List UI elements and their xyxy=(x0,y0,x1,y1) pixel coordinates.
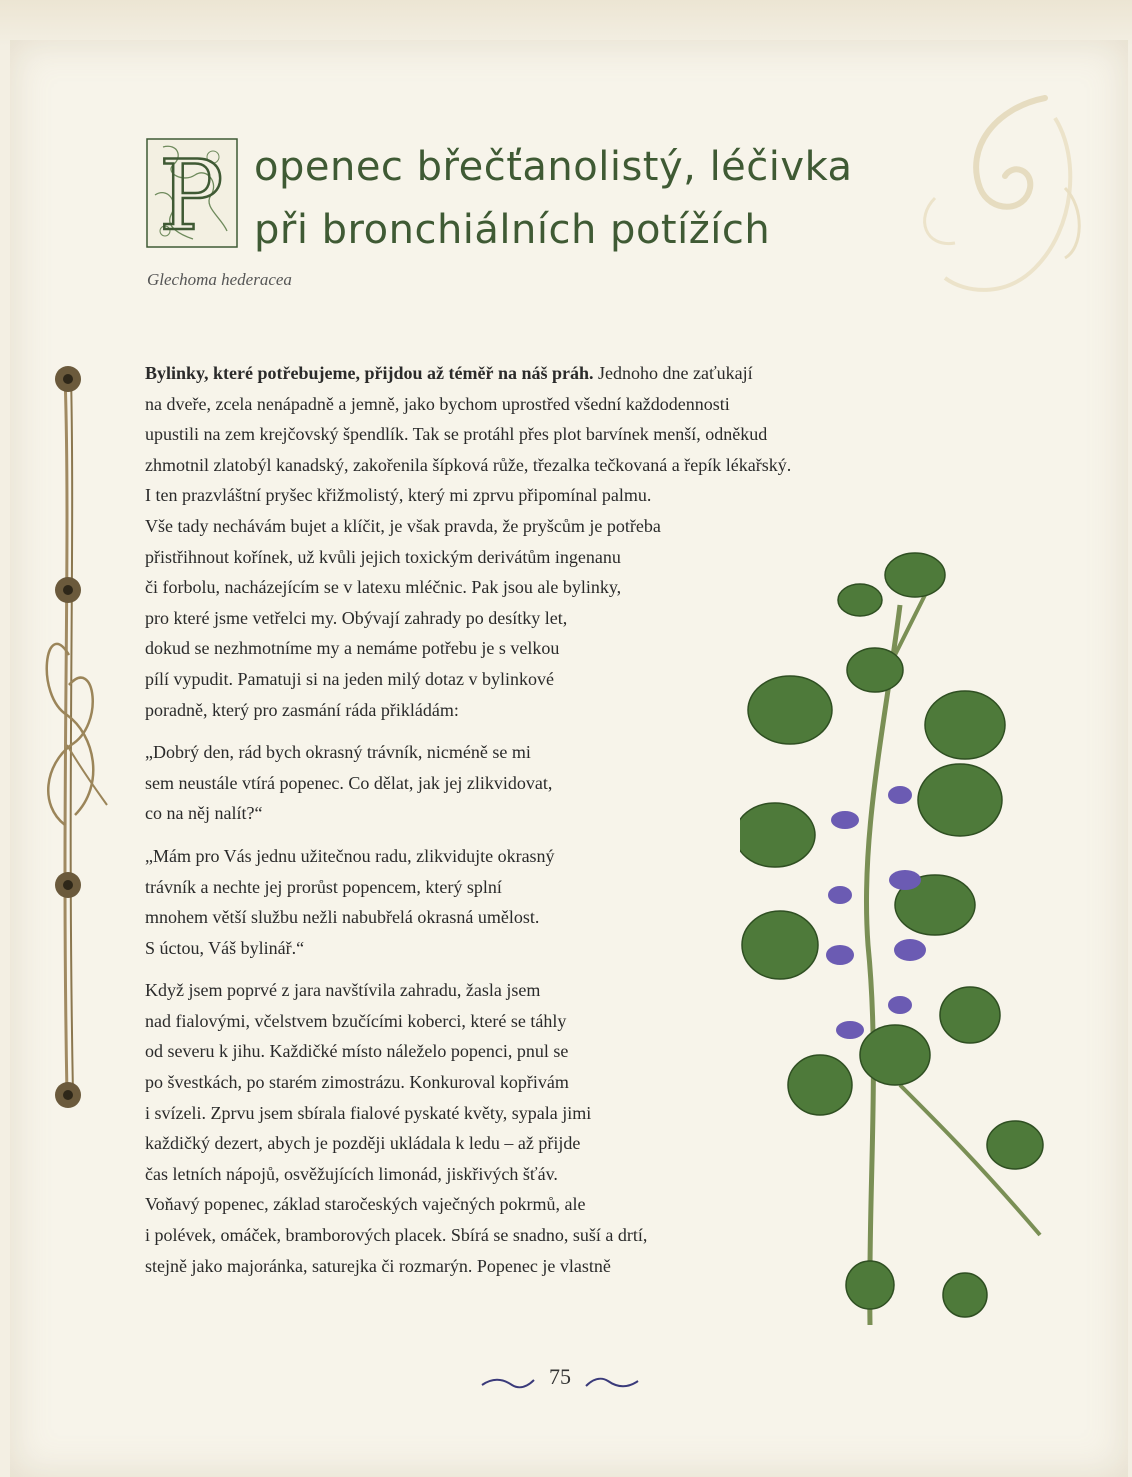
ornamental-drop-cap-p-icon xyxy=(143,135,241,253)
title-line-2: při bronchiálních potížích xyxy=(254,207,771,253)
text-line: poradně, který pro zasmání ráda přikládám: xyxy=(145,699,459,720)
text-line: stejně jako majoránka, saturejka či rozmarýn. Popenec je vlastně xyxy=(145,1255,611,1276)
left-swash-icon xyxy=(480,1376,536,1390)
text-line: S úctou, Váš bylinář.“ xyxy=(145,937,305,958)
text-line: Když jsem poprvé z jara navštívila zahradu, žasla jsem xyxy=(145,980,541,1001)
right-swash-icon xyxy=(584,1376,640,1390)
ground-ivy-illustration xyxy=(740,545,1080,1365)
text-line: pílí vypudit. Pamatuji si na jeden milý dotaz v bylinkové xyxy=(145,668,554,689)
text-line: přistřihnout kořínek, už kvůli jejich toxickým derivátům ingenanu xyxy=(145,546,621,567)
metal-eyelet-icon xyxy=(55,872,81,898)
text-line: pro které jsme vetřelci my. Obývají zahrady po desítky let, xyxy=(145,607,568,628)
metal-eyelet-icon xyxy=(55,366,81,392)
metal-eyelet-icon xyxy=(55,577,81,603)
page-number xyxy=(480,1362,640,1398)
text-line: čas letních nápojů, osvěžujících limonád, jiskřivých šťáv. xyxy=(145,1163,558,1184)
text-line: nad fialovými, včelstvem bzučícími koberci, které se táhly xyxy=(145,1010,567,1031)
title-line-1: openec břečťanolistý, léčivka xyxy=(254,144,853,190)
text-line: mnohem větší službu nežli nabubřelá okrasná umělost. xyxy=(145,907,540,928)
latin-name: Glechoma hederacea xyxy=(147,270,292,289)
text-line xyxy=(145,358,955,389)
metal-eyelet-icon xyxy=(55,1082,81,1108)
text-line: i svízeli. Zprvu jsem sbírala fialové pyskaté květy, sypala jimi xyxy=(145,1102,592,1123)
text-line: I ten prazvláštní pryšec křižmolistý, který mi zprvu připomínal palmu. xyxy=(145,485,652,506)
text-line: Vše tady nechávám bujet a klíčit, je však pravda, že pryšcům je potřeba xyxy=(145,515,661,536)
twine-binding-decoration xyxy=(35,355,115,1125)
text-line: Voňavý popenec, základ staročeských vaječných pokrmů, ale xyxy=(145,1194,586,1215)
text-line: sem neustále vtírá popenec. Co dělat, jak jej zlikvidovat, xyxy=(145,772,553,793)
text-line: trávník a nechte jej prorůst popencem, který splní xyxy=(145,876,502,897)
drop-cap-letter: P xyxy=(159,140,224,252)
text-line: na dveře, zcela nenápadně a jemně, jako bychom uprostřed všední každodennosti xyxy=(145,393,730,414)
text-line: „Dobrý den, rád bych okrasný trávník, nicméně se mi xyxy=(145,742,531,763)
bold-lead-sentence: Bylinky, které potřebujeme, přijdou až téměř na náš práh. xyxy=(145,363,594,383)
text-line: či forbolu, nacházejícím se v latexu mléčnic. Pak jsou ale bylinky, xyxy=(145,577,622,598)
text-line: od severu k jihu. Každičké místo náleželo popenci, pnul se xyxy=(145,1041,569,1062)
text-line: dokud se nezhmotníme my a nemáme potřebu je s velkou xyxy=(145,638,560,659)
text-line: i polévek, omáček, bramborových placek. Sbírá se snadno, suší a drtí, xyxy=(145,1225,648,1246)
decorative-swirl-ornament xyxy=(905,78,1095,328)
text-line: co na něj nalít?“ xyxy=(145,803,263,824)
text-line: upustili na zem krejčovský špendlík. Tak se protáhl přes plot barvínek menší, odněkud xyxy=(145,424,768,445)
text-line: „Mám pro Vás jednu užitečnou radu, zlikvidujte okrasný xyxy=(145,845,555,866)
text-line: po švestkách, po starém zimostrázu. Konkuroval kopřivám xyxy=(145,1072,569,1093)
text-line: každičký dezert, abych je později ukládala k ledu – až přijde xyxy=(145,1133,581,1154)
text-line: zhmotnil zlatobýl kanadský, zakořenila šípková růže, třezalka tečkovaná a řepík lékařský. xyxy=(145,454,792,475)
chapter-title xyxy=(143,135,863,265)
lead-sentence-rest: Jednoho dne zaťukají xyxy=(593,363,753,383)
page-number-value: 75 xyxy=(549,1364,571,1389)
